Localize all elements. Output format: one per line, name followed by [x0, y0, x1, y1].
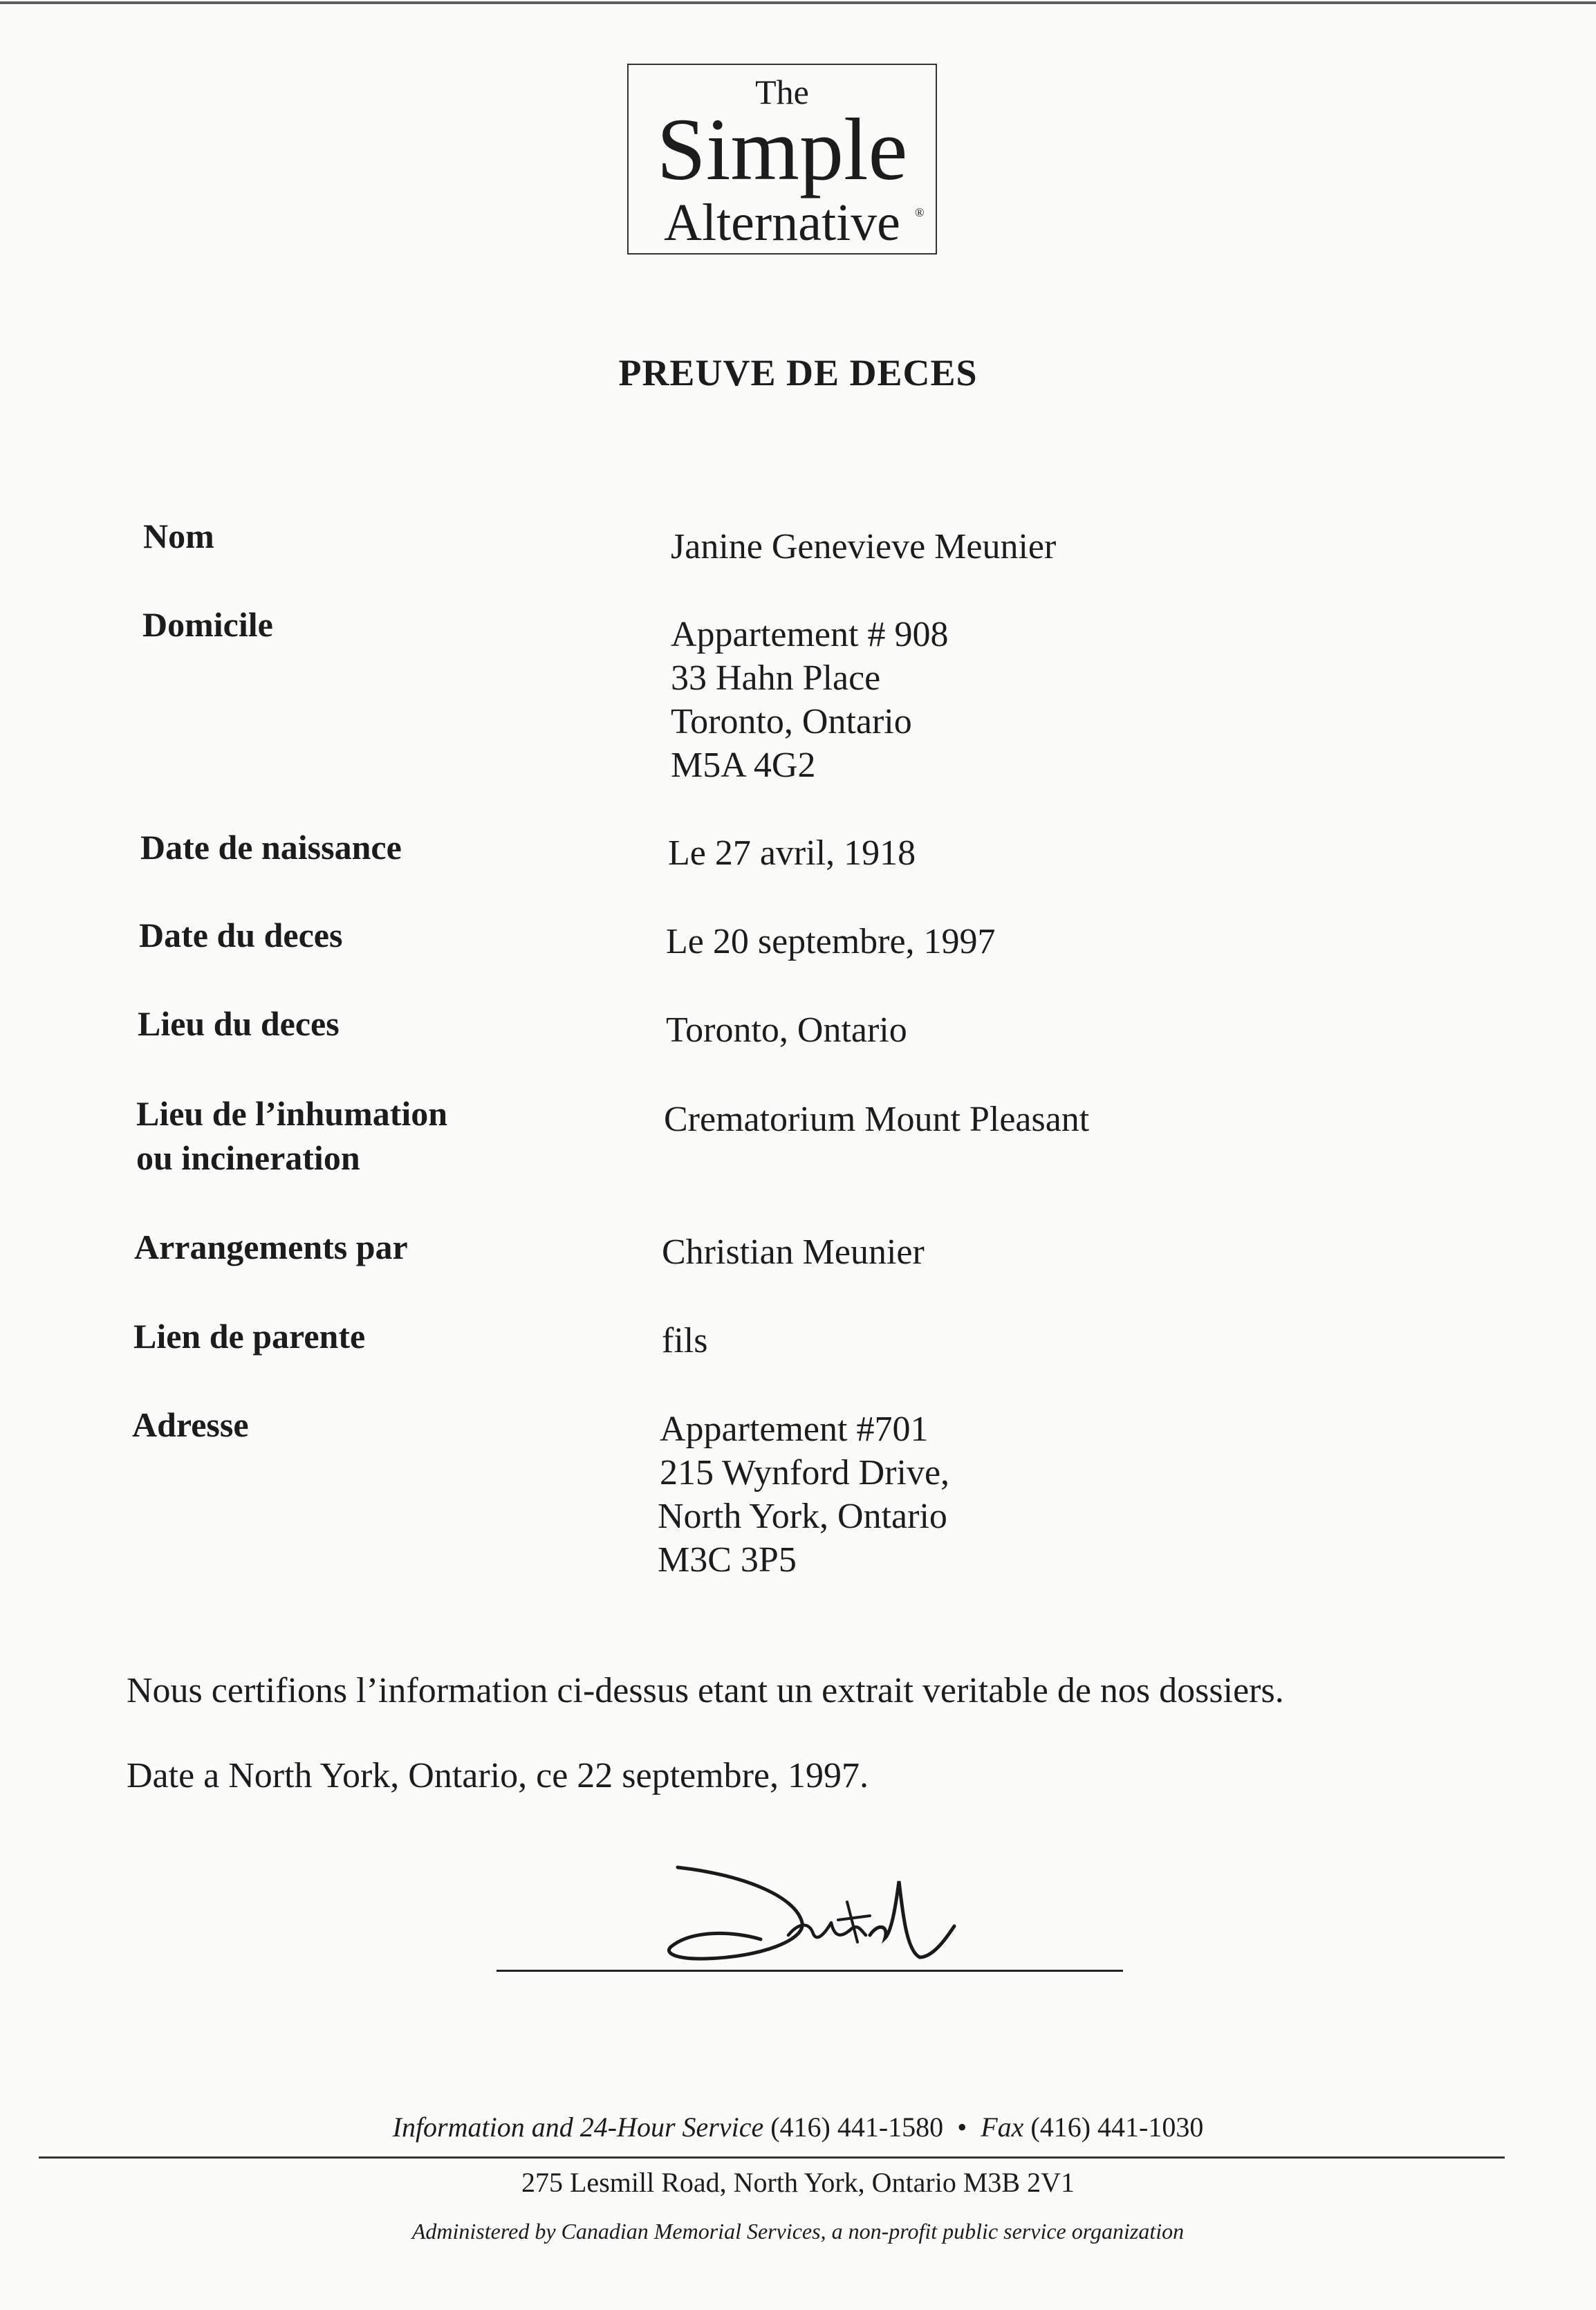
label-domicile: Domicile: [142, 605, 273, 644]
value-lien-parente: fils: [662, 1321, 708, 1360]
date-statement: Date a North York, Ontario, ce 22 septembre, 1997.: [127, 1756, 869, 1795]
signature-line: [497, 1970, 1123, 1972]
label-lien-parente: Lien de parente: [133, 1317, 366, 1356]
logo-line-simple: Simple: [656, 100, 908, 198]
label-arrangements: Arrangements par: [134, 1228, 408, 1266]
document-title: PREUVE DE DECES: [618, 352, 978, 394]
value-lieu-deces: Toronto, Ontario: [666, 1010, 907, 1050]
label-date-deces: Date du deces: [139, 916, 343, 954]
label-lieu-inhumation-line1: Lieu de l’inhumation: [136, 1094, 448, 1133]
value-arrangements: Christian Meunier: [662, 1232, 925, 1272]
footer-info-label: Information and 24-Hour Service: [392, 2112, 764, 2143]
footer-bullet: •: [957, 2112, 967, 2143]
value-domicile-line1: Appartement # 908: [671, 615, 949, 654]
footer-contact: [0, 2111, 1596, 2143]
footer-fax-label: Fax: [981, 2112, 1024, 2143]
label-lieu-deces: Lieu du deces: [138, 1004, 340, 1043]
label-lieu-inhumation-line2: ou incineration: [136, 1138, 360, 1177]
footer-fax: (416) 441-1030: [1030, 2112, 1204, 2143]
value-domicile-line3: Toronto, Ontario: [671, 702, 912, 741]
signature-mark: [650, 1854, 1037, 1964]
footer-phone: (416) 441-1580: [770, 2112, 944, 2143]
value-date-deces: Le 20 septembre, 1997: [666, 922, 996, 961]
certification-statement: Nous certifions l’information ci-dessus etant un extrait veritable de nos dossiers.: [127, 1671, 1284, 1710]
label-date-naissance: Date de naissance: [140, 828, 402, 867]
scan-edge: [0, 1, 1596, 4]
footer-administration: Administered by Canadian Memorial Services, a non-profit public service organization: [411, 2219, 1185, 2244]
value-nom: Janine Genevieve Meunier: [671, 527, 1057, 566]
value-domicile-line4: M5A 4G2: [671, 746, 816, 785]
value-date-naissance: Le 27 avril, 1918: [668, 833, 916, 873]
value-domicile-line2: 33 Hahn Place: [671, 658, 881, 698]
registered-mark: ®: [915, 205, 925, 219]
label-adresse: Adresse: [132, 1405, 249, 1444]
value-adresse-line2: 215 Wynford Drive,: [660, 1453, 950, 1493]
footer-address: 275 Lesmill Road, North York, Ontario M3B 2V1: [521, 2167, 1075, 2198]
value-adresse-line3: North York, Ontario: [658, 1497, 947, 1536]
value-adresse-line4: M3C 3P5: [658, 1540, 797, 1580]
logo-line-the: The: [755, 73, 809, 111]
value-adresse-line1: Appartement #701: [660, 1410, 929, 1449]
label-nom: Nom: [143, 517, 214, 555]
value-lieu-inhumation: Crematorium Mount Pleasant: [664, 1100, 1090, 1139]
logo-line-alternative: Alternative: [664, 194, 900, 252]
footer-rule: [39, 2156, 1505, 2159]
company-logo: [627, 64, 937, 255]
